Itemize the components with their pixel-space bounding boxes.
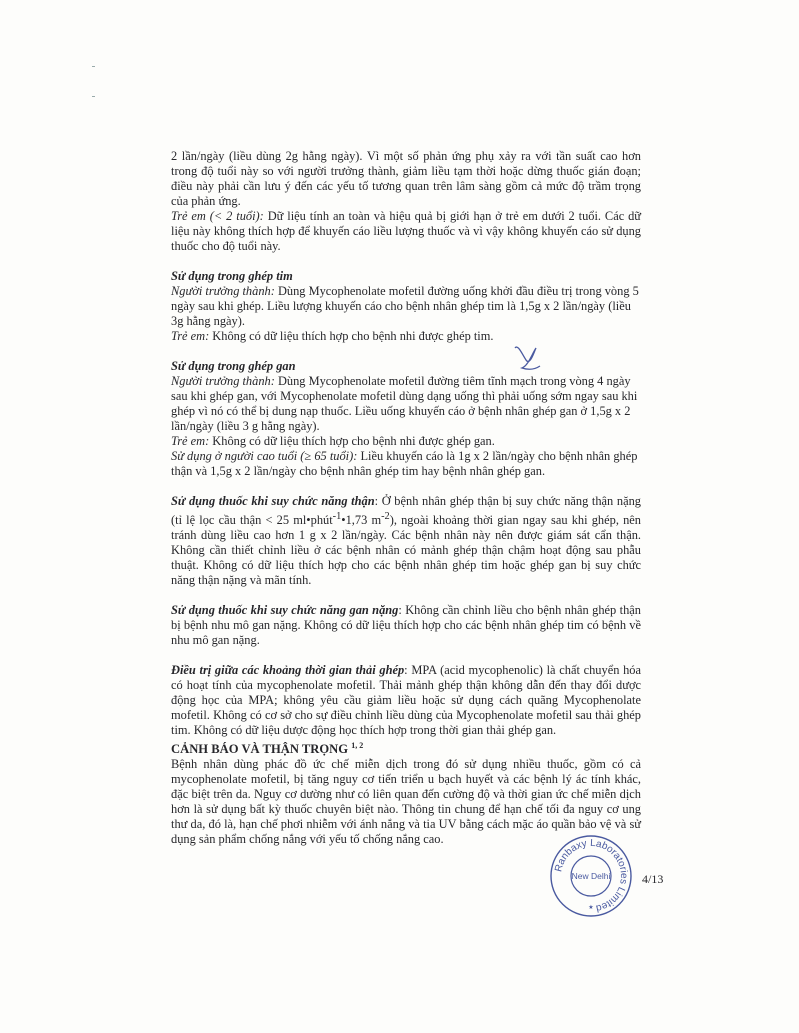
seal-star-icon: ★ xyxy=(588,904,594,911)
elderly-paragraph xyxy=(171,449,641,479)
rejection-text: : MPA (acid mycophenolic) là chất chuyển hóa có hoạt tính của mycophenolate mofetil. Thải mảnh ghép thận không dẫn đến thay đổi dược động học của MPA; không yêu cầu giảm liều hoặc sử dụng cách quãng Mycophenolate mofetil. Không có cơ sở cho sự điều chỉnh liều dùng của Mycophenolate mofetil sau thải ghép tim. Không có dữ liệu dược động học thích hợp trong thời gian thải ghép gan. xyxy=(171,663,641,738)
intro-paragraph: 2 lần/ngày (liều dùng 2g hằng ngày). Vì một số phản ứng phụ xảy ra với tần suất cao hơn trong độ tuổi này so với người trưởng thành, giảm liều tạm thời hoặc dừng thuốc gián đoạn; điều này phải cần lưu ý đến các yếu tố tương quan trên lâm sàng gồm cả mức độ trầm trọng của phản ứng. xyxy=(171,149,641,208)
hepatic-title: Sử dụng thuốc khi suy chức năng gan nặng xyxy=(171,603,399,618)
children-text: Dữ liệu tính an toàn và hiệu quả bị giới hạn ở trẻ em dưới 2 tuổi. Các dữ liệu này không thích hợp để khuyến cáo liều lượng thuốc và vì vậy không khuyến cáo sử dụng thuốc cho độ tuổi này. xyxy=(171,209,642,253)
scan-speck xyxy=(92,66,95,67)
warning-heading-ref: 1, 2 xyxy=(351,741,364,751)
heart-adult-label: Người trưởng thành: xyxy=(171,284,275,298)
seal-ring-text: Ranbaxy Laboratories Limited xyxy=(553,837,630,914)
hepatic-text: : Không cần chỉnh liều cho bệnh nhân ghép thận bị bệnh nhu mô gan nặng. Không có dữ liệu thích hợp cho các bệnh nhân ghép tim có bệnh về nhu mô gan nặng. xyxy=(171,603,641,648)
heart-child-text: Không có dữ liệu thích hợp cho bệnh nhi được ghép tim. xyxy=(209,329,494,343)
renal-paragraph xyxy=(171,494,641,588)
elderly-text: Liều khuyến cáo là 1g x 2 lần/ngày cho bệnh nhân ghép thận và 1,5g x 2 lần/ngày cho bệnh nhân ghép tim hay bệnh nhân ghép gan. xyxy=(171,449,638,478)
renal-text-3: ), ngoài khoảng thời gian ngay sau khi ghép, nên tránh dùng liều cao hơn 1 g x 2 lần/ngày. Các bệnh nhân này nên được giám sát cẩn thận. Không cần thiết chỉnh liều ở các bệnh nhân có mảnh ghép thận chậm hoạt động sau phẫu thuật. Không có dữ liệu thích hợp cho các bệnh nhân ghép tim hoặc ghép gan bị suy chức năng thận nặng và mãn tính. xyxy=(171,513,641,588)
heart-section-title: Sử dụng trong ghép tim xyxy=(171,269,293,283)
document-body xyxy=(171,149,641,847)
liver-adult-paragraph xyxy=(171,374,641,434)
renal-text-2: •1,73 m xyxy=(341,513,382,528)
company-seal xyxy=(548,833,634,919)
liver-child-label: Trẻ em: xyxy=(171,434,210,448)
liver-section-title: Sử dụng trong ghép gan xyxy=(171,359,296,373)
seal-center-text: New Delhi xyxy=(571,871,611,881)
renal-title: Sử dụng thuốc khi suy chức năng thận xyxy=(171,494,375,508)
children-paragraph xyxy=(171,209,641,254)
hepatic-paragraph xyxy=(171,603,641,648)
scan-speck xyxy=(92,96,95,97)
rejection-title: Điều trị giữa các khoảng thời gian thải ghép xyxy=(171,663,405,678)
warning-heading xyxy=(171,738,641,757)
warning-heading-text: CẢNH BÁO VÀ THẬN TRỌNG xyxy=(171,742,349,757)
liver-adult-label: Người trưởng thành: xyxy=(171,374,275,388)
liver-child-text: Không có dữ liệu thích hợp cho bệnh nhi được ghép gan. xyxy=(209,434,495,448)
renal-sup-2: -2 xyxy=(381,511,390,522)
page-number: 4/13 xyxy=(642,872,664,886)
heart-adult-paragraph xyxy=(171,284,641,329)
liver-adult-text: Dùng Mycophenolate mofetil đường tiêm tĩnh mạch trong vòng 4 ngày sau khi ghép gan, với Mycophenolate mofetil dùng dạng uống thì phải uống sớm ngay sau khi ghép vì nó có thể bị dung nạp thuốc. Liều uống khuyến cáo ở bệnh nhân ghép gan ở 1,5g x 2 lần/ngày (liều 3 g hằng ngày). xyxy=(171,374,638,433)
renal-text-1: : Ở bệnh nhân ghép thận bị suy chức năng thận nặng (tỉ lệ lọc cầu thận < 25 ml•phút xyxy=(171,494,641,528)
heart-child-label: Trẻ em: xyxy=(171,329,210,343)
heart-adult-text: Dùng Mycophenolate mofetil đường uống khởi đầu điều trị trong vòng 5 ngày sau khi ghép. Liều lượng khuyến cáo cho bệnh nhân ghép tim là 1,5g x 2 lần/ngày (liều 3g hằng ngày). xyxy=(171,284,639,328)
children-label: Trẻ em (< 2 tuổi): xyxy=(171,209,264,223)
elderly-label: Sử dụng ở người cao tuổi (≥ 65 tuổi): xyxy=(171,449,358,463)
warning-paragraph: Bệnh nhân dùng phác đồ ức chế miễn dịch trong đó sử dụng nhiều thuốc, gồm có cả mycophenolate mofetil, bị tăng nguy cơ tiến triển u bạch huyết và các bệnh lý ác tính khác, đặc biệt trên da. Nguy cơ dường như có liên quan đến cường độ và thời gian ức chế miễn dịch hơn là sử dụng bất kỳ thuốc chuyên biệt nào. Thông tin chung để hạn chế tối đa nguy cơ ung thư da, đó là, hạn chế phơi nhiễm với ánh nắng và tia UV bằng cách mặc áo quần bảo vệ và sử dụng sản phẩm chống nắng với yếu tố chống nắng cao. xyxy=(171,757,641,847)
rejection-paragraph xyxy=(171,663,641,738)
renal-sup-1: -1 xyxy=(332,511,342,522)
liver-child-paragraph xyxy=(171,434,641,449)
heart-child-paragraph xyxy=(171,329,641,344)
signature-mark xyxy=(512,342,542,374)
